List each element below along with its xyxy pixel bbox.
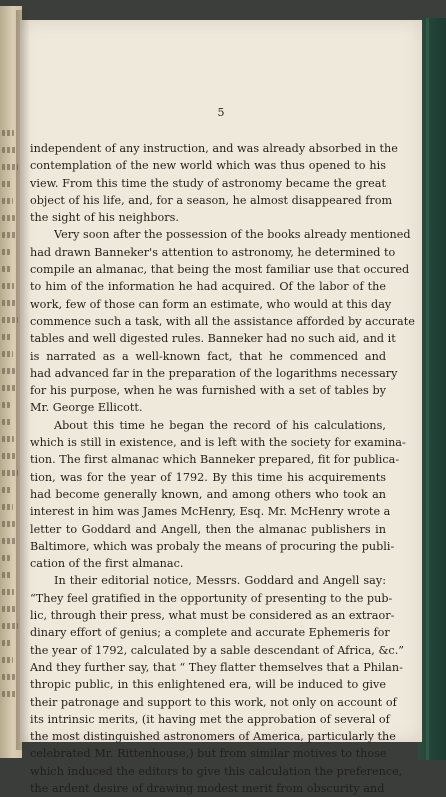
facing-page-text-fragment [2, 334, 11, 340]
facing-page-text-fragment [2, 504, 13, 510]
facing-page-text-fragment [2, 215, 15, 221]
text-line: independent of any instruction, and was already absorbed in the [30, 142, 398, 155]
facing-page-text-fragment [2, 368, 15, 374]
facing-page-text-fragment [2, 300, 16, 306]
body-text [30, 140, 415, 797]
paragraph [30, 417, 406, 573]
text-line: had become generally known, and among others who took an [30, 487, 386, 501]
text-line: the year of 1792, calculated by a sable descendant of Africa, &c.” [30, 643, 405, 657]
facing-page-text-fragment [2, 640, 11, 646]
text-line: interest in him was James McHenry, Esq. Mr. McHenry wrote a [30, 505, 391, 519]
facing-page-text-fragment [2, 266, 12, 272]
text-line: object of his life, and, for a season, he almost disappeared from [30, 193, 393, 207]
text-line: the ardent desire of drawing modest merit from obscurity and [30, 781, 385, 795]
text-line: its intrinsic merits, (it having met the approbation of several of [30, 712, 390, 726]
paragraph [30, 572, 405, 797]
text-line: had drawn Banneker's attention to astronomy, he determined to [30, 245, 396, 259]
text-line: letter to Goddard and Angell, then the almanac publishers in [30, 522, 386, 536]
text-line: is narrated as a well-known fact, that he commenced and [30, 349, 386, 363]
text-line: Mr. George Ellicott. [30, 401, 143, 415]
text-line: tables and well digested rules. Banneker had no such aid, and it [30, 332, 396, 346]
book-page [20, 20, 422, 795]
text-line: the sight of his neighbors. [30, 211, 179, 225]
scan-background [0, 0, 446, 22]
text-line: their patronage and support to this work, not only on account of [30, 695, 397, 709]
text-line: celebrated Mr. Rittenhouse,) but from similar motives to those [30, 747, 387, 761]
facing-page-text-fragment [2, 385, 17, 391]
facing-page-text-fragment [2, 181, 11, 187]
text-line: lic, through their press, what must be considered as an extraor- [30, 609, 395, 623]
text-line: to him of the information he had acquired. Of the labor of the [30, 280, 386, 294]
text-line: view. From this time the study of astronomy became the great [30, 176, 386, 190]
facing-page-text-fragment [2, 249, 10, 255]
facing-page-text-fragment [2, 436, 14, 442]
text-line: dinary effort of genius; a complete and accurate Ephemeris for [30, 626, 390, 640]
facing-page-text-fragment [2, 147, 16, 153]
facing-page-text-fragment [2, 572, 12, 578]
text-line: the most distinguished astronomers of America, particularly the [30, 730, 396, 744]
facing-page-text-fragment [2, 521, 15, 527]
paragraph [30, 226, 415, 416]
text-line: tion, was for the year of 1792. By this time his acquirements [30, 470, 386, 484]
facing-page-text-fragment [2, 453, 16, 459]
facing-page-text-fragment [2, 487, 11, 493]
text-line: Very soon after the possession of the books already mentioned [54, 228, 411, 242]
page-number: 5 [217, 106, 225, 119]
text-line: About this time he began the record of his calculations, [54, 418, 386, 432]
facing-page-text-fragment [2, 351, 13, 357]
facing-page-text-fragment [2, 691, 17, 697]
text-line: for his purpose, when he was furnished with a set of tables by [30, 384, 386, 398]
text-line: commence such a task, with all the assistance afforded by accurate [30, 314, 415, 328]
text-line: And they further say, that “ They flatter themselves that a Philan- [30, 660, 403, 674]
facing-page-text-fragment [2, 130, 14, 136]
facing-page-text-fragment [2, 674, 15, 680]
text-line: cation of the first almanac. [30, 557, 184, 571]
paragraph [30, 140, 398, 226]
text-line: work, few of those can form an estimate, who would at this day [30, 297, 392, 311]
text-line: had advanced far in the preparation of the logarithms necessary [30, 366, 398, 380]
facing-page-text-fragment [2, 232, 17, 238]
facing-page-text-fragment [2, 538, 17, 544]
text-line: In their editorial notice, Messrs. Goddard and Angell say: [54, 574, 386, 588]
text-line: which induced the editors to give this calculation the preference, [30, 764, 403, 778]
facing-page-text-fragment [2, 555, 10, 561]
gutter-shadow [16, 10, 30, 750]
text-line: Baltimore, which was probaly the means of procuring the publi- [30, 539, 395, 553]
facing-page-text-fragment [2, 402, 10, 408]
text-line: contemplation of the new world which was thus opened to his [30, 159, 386, 173]
book-cover-edge [418, 18, 446, 760]
text-line: thropic public, in this enlightened era, will be induced to give [30, 678, 386, 692]
text-line: tion. The first almanac which Banneker prepared, fit for publica- [30, 453, 400, 467]
facing-page-text-fragment [2, 606, 16, 612]
facing-page-text-fragment [2, 657, 13, 663]
facing-page-text-fragment [2, 589, 14, 595]
facing-page-text-fragment [2, 198, 13, 204]
facing-page-text-fragment [2, 419, 12, 425]
text-line: compile an almanac, that being the most familiar use that occured [30, 263, 410, 277]
text-line: which is still in existence, and is left with the society for examina- [30, 436, 406, 450]
text-line: “They feel gratified in the opportunity of presenting to the pub- [30, 591, 393, 605]
facing-page-text-fragment [2, 283, 14, 289]
